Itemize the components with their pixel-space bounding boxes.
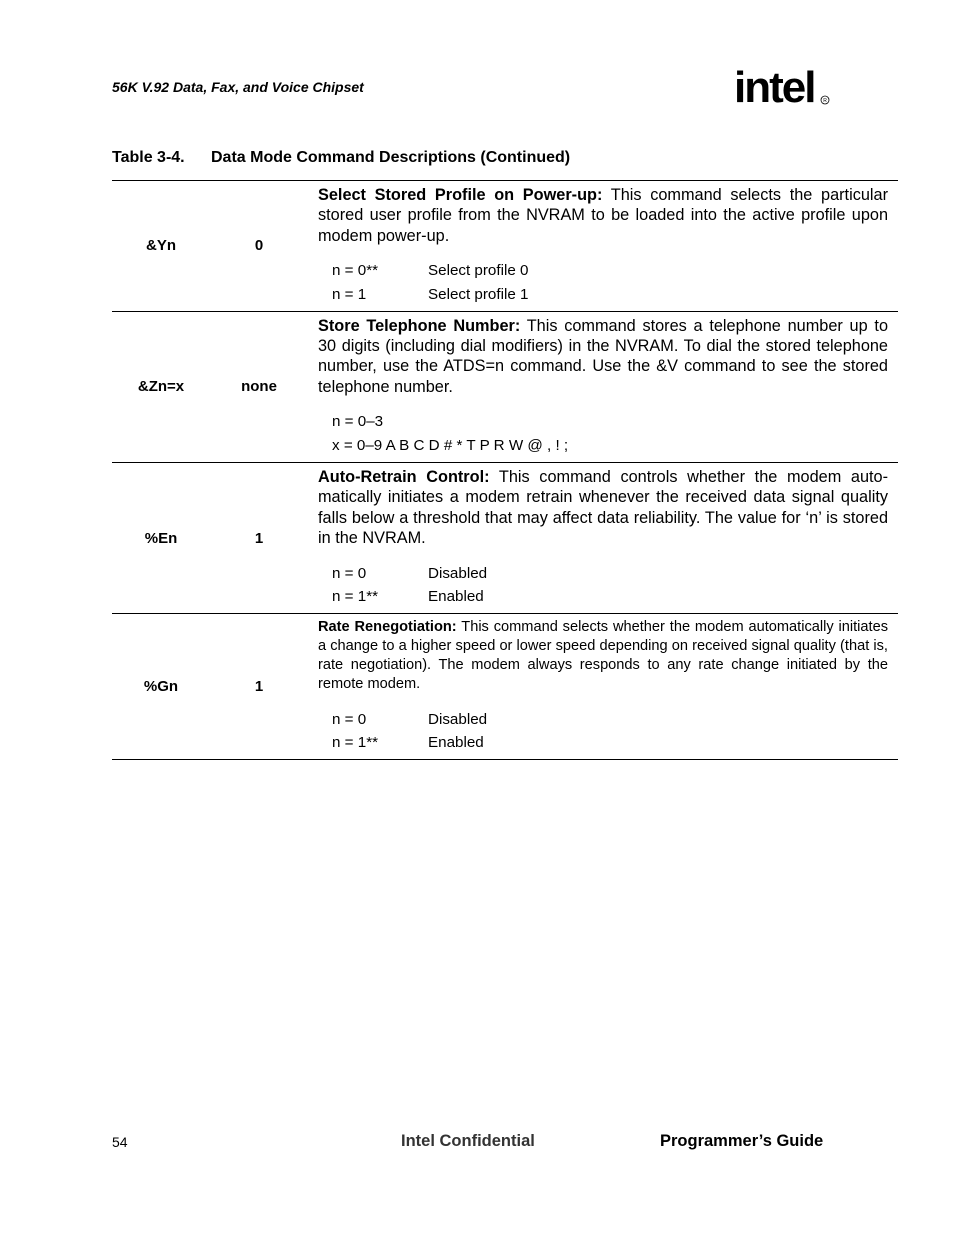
parameter-desc: Disabled (428, 710, 488, 728)
description-body: This command selects the particular stored user profile from the NVRAM to be loaded into the active profile upon modem power-up. (318, 186, 888, 245)
description-lead: Rate Renegotiation: (318, 619, 457, 636)
parameter-item (318, 561, 888, 585)
footer-doc-title: Programmer’s Guide (660, 1132, 824, 1150)
command-name: %Gn (143, 678, 179, 696)
table-caption (112, 149, 570, 167)
parameter-value: n = 1** (332, 734, 379, 752)
description-body: This command controls whether the modem automatically initiates a modem retrain whenever the received data signal quality falls below a threshold that may affect data reliability. The value for ‘n’ is stored in the NVRAM. (318, 468, 889, 547)
description-lead: Select Stored Profile on Power-up: (318, 186, 603, 204)
description-lead: Store Telephone Number: (318, 316, 521, 335)
parameter-value: n = 0 (332, 710, 367, 728)
parameter-item (318, 707, 888, 731)
parameter-item (318, 731, 888, 755)
command-default: 0 (254, 237, 264, 255)
description-body: This command stores a telephone number up to 30 digits (including dial modifiers) in the NVRAM. To dial the stored telephone number, use the ATDS=n command. Use the &V command to see the stored telephone number. (318, 316, 888, 396)
description-text (318, 467, 888, 548)
parameter-list (318, 410, 888, 457)
command-name: &Yn (146, 237, 176, 255)
table-row (112, 463, 898, 614)
command-table (112, 180, 898, 760)
running-header-title: 56K V.92 Data, Fax, and Voice Chipset (112, 79, 364, 95)
parameter-value: n = 0–3 (332, 413, 384, 431)
parameter-value: n = 0** (332, 262, 379, 280)
command-name: &Zn=x (137, 378, 185, 396)
table-row (112, 312, 898, 463)
parameter-item (318, 434, 888, 458)
table-row (112, 614, 898, 760)
table-number: Table 3-4. (112, 149, 185, 166)
parameter-value: n = 0 (332, 564, 367, 582)
command-name: %En (144, 529, 178, 547)
command-description (318, 181, 898, 311)
parameter-desc: Select profile 1 (428, 285, 529, 303)
command-default: 1 (254, 529, 264, 547)
intel-logo (734, 60, 834, 120)
parameter-list (318, 707, 888, 754)
command-default: 1 (254, 678, 264, 696)
parameter-item (318, 259, 888, 283)
parameter-desc: Enabled (428, 588, 484, 606)
table-row (112, 181, 898, 312)
parameter-item (318, 410, 888, 434)
parameter-desc: Disabled (428, 564, 488, 582)
command-default: none (241, 378, 277, 396)
parameter-desc: Enabled (428, 734, 484, 752)
description-body: This command selects whether the modem automatically initiates a change to a higher speed or lower speed depending on received signal quality (that is, rate negotiation). The modem always responds to any rate change initiated by the remote modem. (318, 619, 888, 693)
parameter-value: n = 1 (332, 285, 367, 303)
parameter-list (318, 259, 888, 306)
parameter-desc: Select profile 0 (428, 262, 529, 280)
parameter-value: x = 0–9 A B C D # * T P R W @ , ! ; (332, 436, 569, 454)
command-description (318, 614, 898, 759)
description-text (318, 316, 888, 397)
parameter-value: n = 1** (332, 588, 379, 606)
svg-text:intel: intel (734, 63, 815, 112)
command-description (318, 463, 898, 613)
description-text (318, 618, 888, 694)
page-number: 54 (112, 1134, 128, 1150)
description-lead: Auto-Retrain Control: (318, 468, 490, 487)
table-title: Data Mode Command Descriptions (Continued) (211, 149, 571, 166)
description-text (318, 185, 888, 246)
parameter-list (318, 561, 888, 608)
parameter-item (318, 585, 888, 609)
parameter-item (318, 282, 888, 306)
svg-text:R: R (823, 98, 827, 104)
command-description (318, 312, 898, 462)
footer-confidential: Intel Confidential (401, 1132, 535, 1150)
